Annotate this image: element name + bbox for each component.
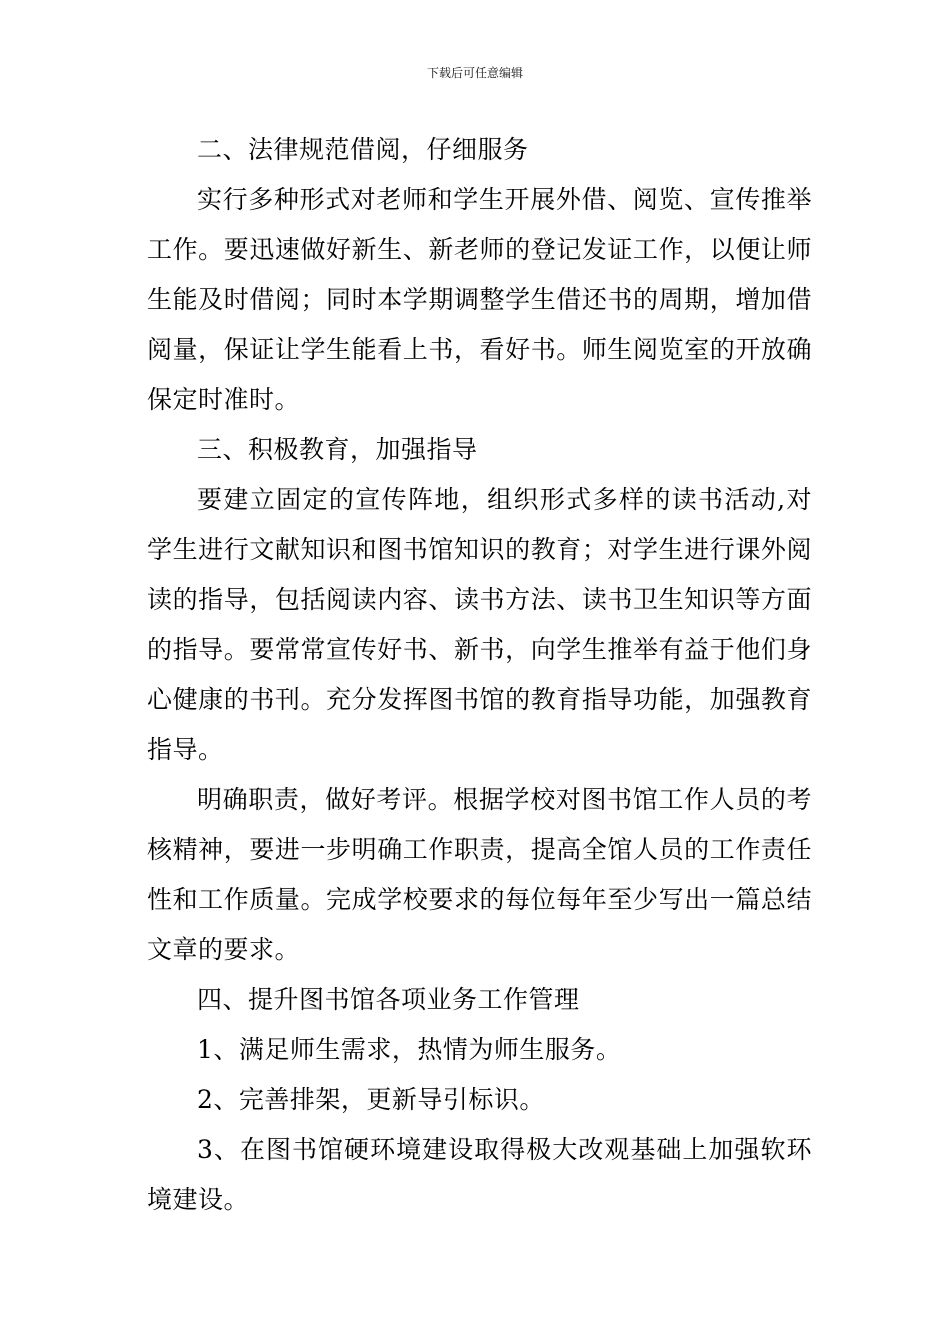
list-item-2: 2、完善排架，更新导引标识。: [197, 1085, 545, 1114]
body-paragraph-borrowing: 实行多种形式对老师和学生开展外借、阅览、宣传推举工作。要迅速做好新生、新老师的登记发证工作，以便让师生能及时借阅；同时本学期调整学生借还书的周期，增加借阅量，保证让学生能看上书，看好书。师生阅览室的开放确保定时准时。: [147, 185, 812, 414]
header-note: 下载后可任意编辑: [426, 66, 523, 80]
list-item-3: 3、在图书馆硬环境建设取得极大改观基础上加强软环境建设。: [147, 1135, 812, 1214]
body-paragraph-responsibilities: 明确职责，做好考评。根据学校对图书馆工作人员的考核精神，要进一步明确工作职责，提高全馆人员的工作责任性和工作质量。完成学校要求的每位每年至少写出一篇总结文章的要求。: [147, 785, 812, 964]
list-item-1: 1、满足师生需求，热情为师生服务。: [197, 1035, 622, 1064]
body-paragraph-education: 要建立固定的宣传阵地，组织形式多样的读书活动,对学生进行文献知识和图书馆知识的教育；对学生进行课外阅读的指导，包括阅读内容、读书方法、读书卫生知识等方面的指导。要常常宣传好书、新书，向学生推举有益于他们身心健康的书刊。充分发挥图书馆的教育指导功能，加强教育指导。: [147, 485, 812, 764]
document-body: [147, 125, 812, 1225]
section-heading-2: 二、法律规范借阅，仔细服务: [197, 135, 529, 164]
section-heading-3: 三、积极教育，加强指导: [197, 435, 478, 464]
section-heading-4: 四、提升图书馆各项业务工作管理: [197, 985, 580, 1014]
